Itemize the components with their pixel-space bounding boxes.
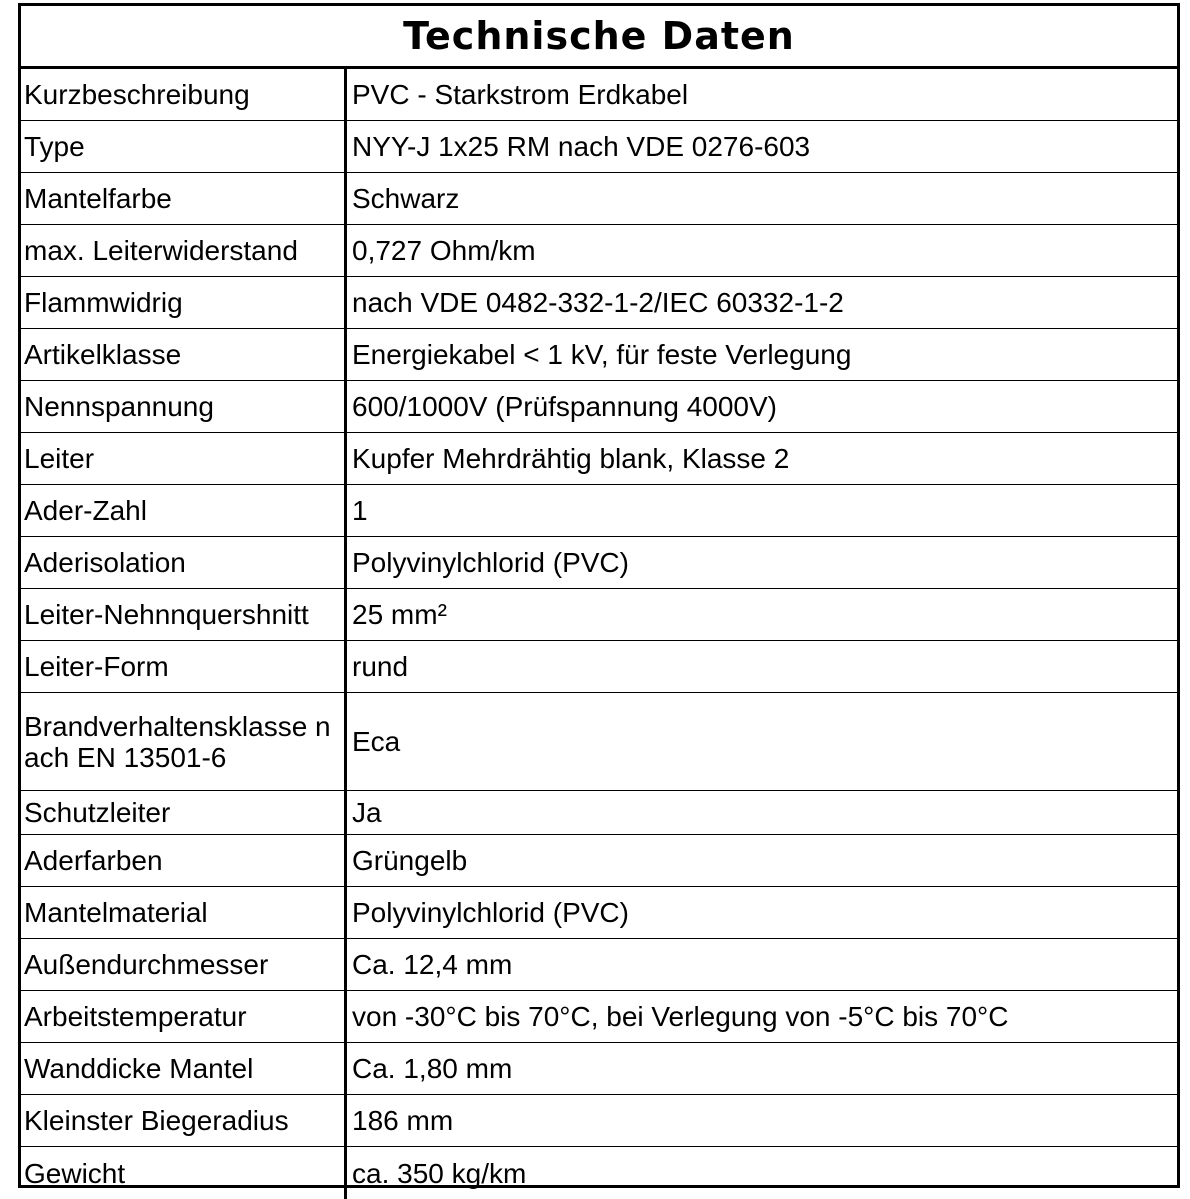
row-label: Kleinster Biegeradius [21,1095,347,1146]
row-label: Type [21,121,347,172]
row-value: 1 [352,495,368,526]
row-label: Gewicht [21,1147,347,1199]
row-value: Grüngelb [352,845,468,876]
row-value: 186 mm [352,1105,454,1136]
table-row [21,433,1177,485]
table-row [21,939,1177,991]
row-value: 25 mm² [352,599,447,630]
row-label: Kurzbeschreibung [21,69,347,120]
row-value: Polyvinylchlorid (PVC) [352,897,629,928]
table-row [21,589,1177,641]
table-row [21,1043,1177,1095]
row-label: Leiter-Nehnnquershnitt [21,589,347,640]
table-row [21,225,1177,277]
table-row [21,69,1177,121]
row-label: Aderfarben [21,835,347,886]
table-title: Technische Daten [403,14,795,58]
row-label: Brandverhaltensklasse nach EN 13501-6 [21,693,347,790]
row-value: Ca. 12,4 mm [352,949,513,980]
row-label: Mantelfarbe [21,173,347,224]
table-row [21,329,1177,381]
table-row [21,1147,1177,1199]
row-value: ca. 350 kg/km [352,1157,527,1189]
table-row [21,887,1177,939]
row-value: von -30°C bis 70°C, bei Verlegung von -5°C bis 70°C [352,1001,1009,1032]
table-row [21,1095,1177,1147]
row-value: nach VDE 0482-332-1-2/IEC 60332-1-2 [352,287,844,318]
table-row [21,121,1177,173]
row-label: Flammwidrig [21,277,347,328]
row-label: Ader-Zahl [21,485,347,536]
table-row [21,173,1177,225]
row-label: Nennspannung [21,381,347,432]
row-label: Mantelmaterial [21,887,347,938]
table-header [21,6,1177,69]
row-value: PVC - Starkstrom Erdkabel [352,79,689,110]
row-label: Wanddicke Mantel [21,1043,347,1094]
table-row [21,641,1177,693]
row-value: rund [352,651,409,682]
row-label: Leiter [21,433,347,484]
row-label: Außendurchmesser [21,939,347,990]
table-row [21,485,1177,537]
row-value: 600/1000V (Prüfspannung 4000V) [352,391,777,422]
row-value: Kupfer Mehrdrähtig blank, Klasse 2 [352,443,790,474]
row-value: NYY-J 1x25 RM nach VDE 0276-603 [352,131,811,162]
row-value: Eca [352,726,401,757]
row-label: Leiter-Form [21,641,347,692]
technical-data-table [18,3,1180,1188]
row-label: Artikelklasse [21,329,347,380]
table-row [21,693,1177,791]
row-label: Arbeitstemperatur [21,991,347,1042]
row-value: Energiekabel < 1 kV, für feste Verlegung [352,339,852,370]
table-row [21,991,1177,1043]
table-row [21,835,1177,887]
row-value: Ja [352,797,382,828]
table-row [21,277,1177,329]
table-body [21,69,1177,1199]
row-value: Schwarz [352,183,460,214]
row-label: Aderisolation [21,537,347,588]
row-value: Ca. 1,80 mm [352,1053,513,1084]
table-row [21,791,1177,835]
row-label: Schutzleiter [21,791,347,834]
table-row [21,537,1177,589]
row-label: max. Leiterwiderstand [21,225,347,276]
row-value: 0,727 Ohm/km [352,235,536,266]
table-row [21,381,1177,433]
row-value: Polyvinylchlorid (PVC) [352,547,629,578]
